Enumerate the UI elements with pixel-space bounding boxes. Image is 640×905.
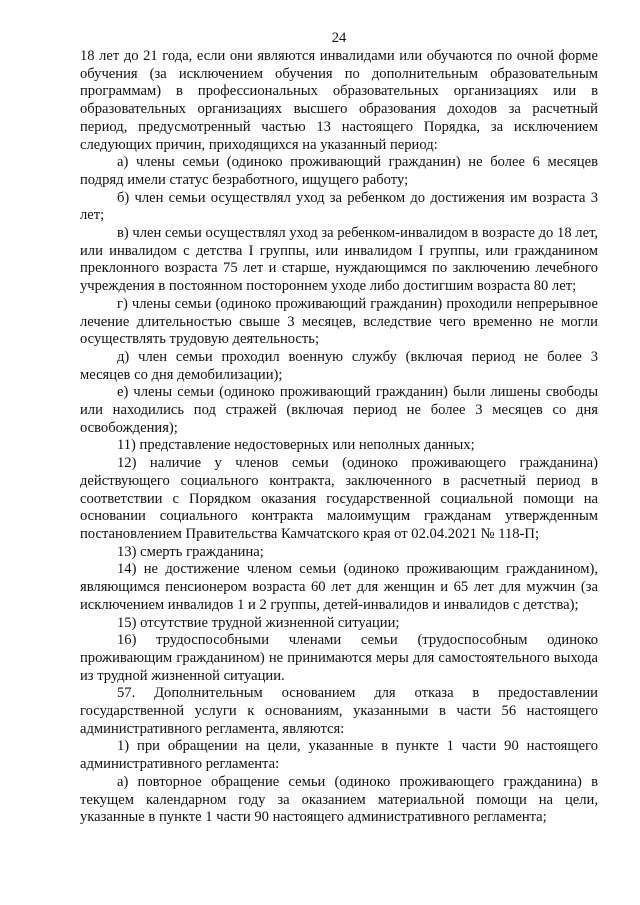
- paragraph-item-15: 15) отсутствие трудной жизненной ситуации;: [117, 614, 400, 631]
- page-number: 24: [331, 30, 347, 46]
- paragraph-item-d: д) член семьи проходил военную службу (включая период не более 3 месяцев со дня демобилизации);: [80, 348, 598, 383]
- paragraph-item-a: а) члены семьи (одиноко проживающий гражданин) не более 6 месяцев подряд имели статус безработного, ищущего работу;: [80, 154, 598, 188]
- paragraph-item-b: б) член семьи осуществлял уход за ребенком до достижения им возраста 3 лет;: [80, 189, 598, 224]
- paragraph-section-57: 57. Дополнительным основанием для отказа в предоставлении государственной услуги к основаниям, указанными в части 56 настоящего административного регламента, являются:: [80, 685, 598, 737]
- paragraph-item-12: 12) наличие у членов семьи (одиноко проживающего гражданина) действующего социального контракта, заключенного в расчетный период в соответствии с Порядком оказания государственной социальной помощи на основании социального контракта малоимущим гражданам утвержденным постановлением Правительства Камчатского края от 02.04.2021 № 118-П;: [80, 455, 598, 542]
- paragraph-item-e: е) члены семьи (одиноко проживающий гражданин) были лишены свободы или находились под стражей (включая период не более 3 месяцев со дня освобождения);: [80, 384, 598, 436]
- paragraph-continuation: 18 лет до 21 года, если они являются инвалидами или обучаются по очной форме обучения (за исключением обучения по дополнительным образовательным программам) в профессиональных образовательных организациях или в образовательных организациях высшего образования доходов за расчетный период, предусмотренный частью 13 настоящего Порядка, за исключением следующих причин, приходящихся на указанный период:: [80, 48, 598, 153]
- paragraph-item-13: 13) смерть гражданина;: [117, 543, 264, 560]
- paragraph-item-11: 11) представление недостоверных или неполных данных;: [117, 437, 475, 454]
- paragraph-item-14: 14) не достижение членом семьи (одиноко проживающим гражданином), являющимся пенсионером возраста 60 лет для женщин и 65 лет для мужчин (за исключением инвалидов 1 и 2 группы, детей-инвалидов и инвалидов с детства);: [80, 561, 598, 613]
- paragraph-item-1: 1) при обращении на цели, указанные в пункте 1 части 90 настоящего административного регламента:: [80, 738, 598, 773]
- paragraph-item-g: г) члены семьи (одиноко проживающий гражданин) проходили непрерывное лечение длительностью свыше 3 месяцев, вследствие чего временно не могли осуществлять трудовую деятельность;: [80, 295, 598, 348]
- paragraph-item-16: 16) трудоспособными членами семьи (трудоспособным одиноко проживающим гражданином) не принимаются меры для самостоятельного выхода из трудной жизненной ситуации.: [80, 632, 598, 684]
- paragraph-item-v: в) член семьи осуществлял уход за ребенком-инвалидом в возрасте до 18 лет, или инвалидом с детства I группы, или инвалидом I группы, или гражданином преклонного возраста 75 лет и старше, нуждающимся по заключению лечебного учреждения в постоянном постороннем уходе либо достигшим возраста 80 лет;: [80, 225, 598, 295]
- paragraph-item-a-2: а) повторное обращение семьи (одиноко проживающего гражданина) в текущем календарном году за оказанием материальной помощи на цели, указанные в пункте 1 части 90 настоящего административного регламента;: [80, 773, 598, 826]
